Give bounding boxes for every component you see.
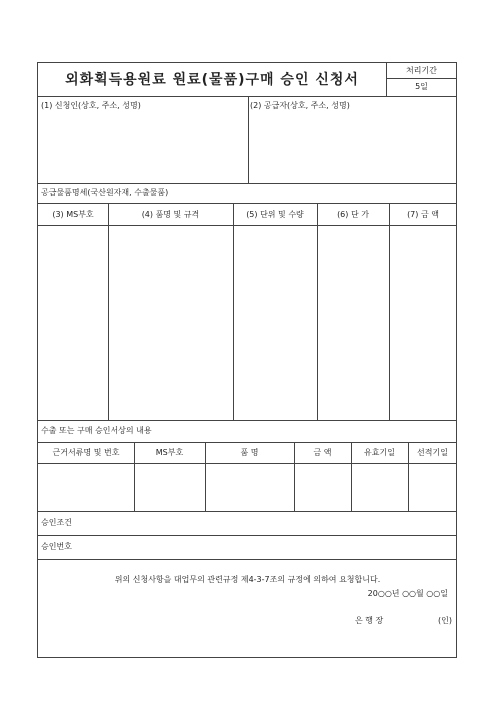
goods-col-unit-qty: (5) 단위 및 수량 — [246, 210, 304, 219]
number-label: 승인번호 — [41, 542, 72, 551]
goods-col-name-spec: (4) 품명 및 규격 — [141, 210, 200, 219]
goods-col-amount: (7) 금 액 — [407, 210, 439, 219]
goods-section-label: 공급물품명세(국산원자재, 수출물품) — [41, 188, 169, 197]
goods-col-unit-price: (6) 단 가 — [337, 210, 369, 219]
seal-mark: (인) — [438, 616, 452, 625]
approval-col-doc: 근거서류명 및 번호 — [52, 448, 120, 457]
request-statement: 위의 신청사항을 대업무의 관련규정 제4-3-7조의 규정에 의하여 요청합니다. — [114, 575, 381, 584]
divider — [38, 203, 457, 204]
approval-col-name: 품 명 — [240, 448, 259, 457]
number-field[interactable] — [88, 536, 457, 559]
conditions-label: 승인조건 — [41, 518, 72, 527]
signer-label: 은 행 장 — [355, 616, 384, 625]
processing-label: 처리기간 — [406, 66, 437, 75]
application-form — [37, 62, 457, 658]
request-date: 20○○년 ○○월 ○○일 — [367, 589, 448, 598]
goods-col-ms-code: (3) MS부호 — [52, 210, 94, 219]
approval-section-label: 수출 또는 구매 승인서상의 내용 — [41, 426, 152, 435]
conditions-field[interactable] — [88, 512, 457, 535]
approval-col-ship-date: 선적기일 — [417, 448, 448, 457]
divider — [38, 420, 457, 421]
approval-col-valid-date: 유효기일 — [364, 448, 395, 457]
divider — [38, 559, 457, 560]
supplier-label: (2) 공급자(상호, 주소, 성명) — [250, 101, 350, 110]
approval-col-amount: 금 액 — [313, 448, 332, 457]
supplier-field[interactable] — [249, 118, 457, 183]
goods-table-body[interactable] — [38, 226, 457, 420]
approval-col-ms-code: MS부호 — [155, 448, 184, 457]
form-title: 외화획득용원료 원료(물품)구매 승인 신청서 — [65, 72, 359, 88]
applicant-label: (1) 신청인(상호, 주소, 성명) — [41, 101, 141, 110]
approval-table-body[interactable] — [38, 464, 457, 511]
processing-value: 5일 — [415, 82, 428, 91]
divider — [38, 183, 457, 184]
divider — [386, 78, 457, 79]
divider — [38, 442, 457, 443]
applicant-field[interactable] — [38, 118, 248, 183]
